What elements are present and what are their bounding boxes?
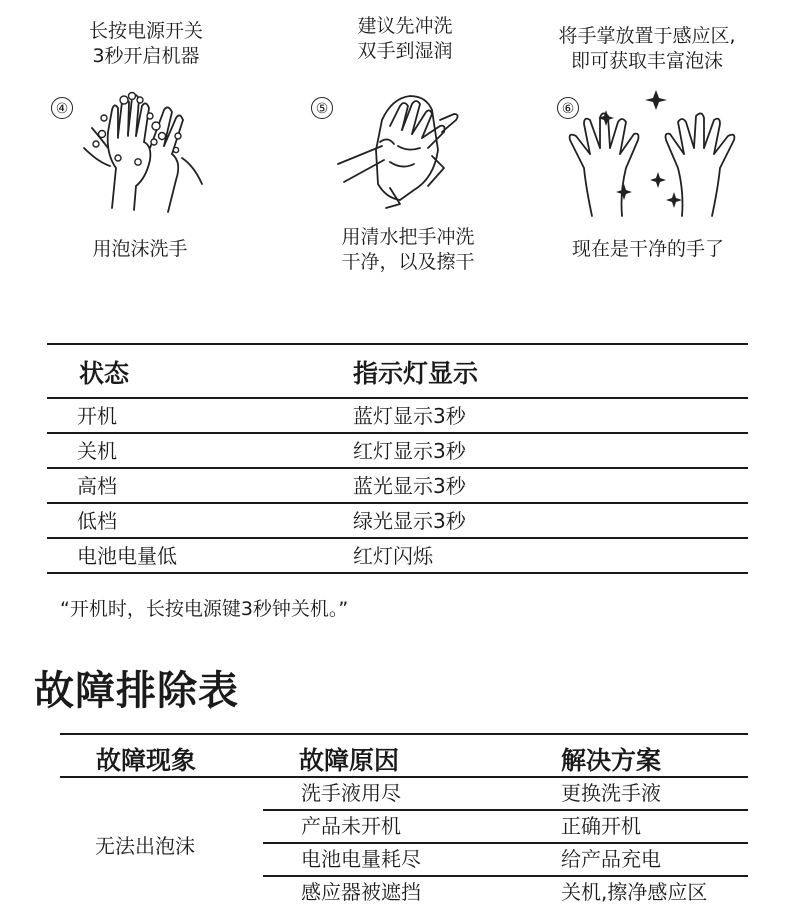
trouble-row3-cause: 电池电量耗尽: [301, 847, 421, 871]
trouble-row-divider: [263, 809, 748, 811]
step4-line1: 用泡沫洗手: [92, 238, 188, 260]
trouble-symptom: 无法出泡沫: [95, 834, 195, 858]
trouble-row1-solution: 更换洗手液: [561, 781, 661, 805]
trouble-row-divider: [263, 842, 748, 844]
step5-caption: [318, 225, 498, 275]
step4-caption: [70, 237, 210, 262]
status-row5-state: 电池电量低: [77, 544, 177, 568]
status-row-divider: [47, 467, 748, 469]
lather-hands-illustration: [72, 88, 212, 216]
trouble-table-header-rule: [60, 776, 748, 778]
trouble-header-symptom: 故障现象: [96, 746, 197, 775]
status-row2-indicator: 红灯显示3秒: [353, 439, 466, 463]
status-row-divider: [47, 502, 748, 504]
step1-line1: 长按电源开关: [88, 20, 203, 42]
trouble-table-top-rule: [60, 733, 748, 735]
status-row1-state: 开机: [77, 404, 117, 428]
step2-line2: 双手到湿润: [357, 40, 453, 62]
status-row3-indicator: 蓝光显示3秒: [353, 474, 466, 498]
status-row4-state: 低档: [77, 509, 117, 533]
status-row4-indicator: 绿光显示3秒: [353, 509, 466, 533]
troubleshoot-title: 故障排除表: [34, 668, 239, 714]
step3-caption: [537, 24, 757, 74]
step1-caption: [66, 19, 226, 69]
power-off-note: “开机时，长按电源键3秒钟关机。”: [60, 598, 349, 620]
trouble-row2-cause: 产品未开机: [301, 814, 401, 838]
step5-line1: 用清水把手冲洗: [341, 226, 475, 248]
clean-hands-illustration: [562, 88, 742, 220]
trouble-row4-cause: 感应器被遮挡: [301, 880, 421, 904]
step2-line1: 建议先冲洗: [357, 15, 453, 37]
trouble-row3-solution: 给产品充电: [561, 847, 661, 871]
step2-caption: [325, 14, 485, 64]
status-table-header-rule: [47, 397, 748, 399]
status-row3-state: 高档: [77, 474, 117, 498]
step6-line1: 现在是干净的手了: [571, 238, 724, 260]
trouble-header-cause: 故障原因: [299, 746, 400, 775]
step3-line2: 即可获取丰富泡沫: [570, 50, 723, 72]
step4-number: ④: [51, 97, 73, 119]
step6-number: ⑥: [557, 97, 579, 119]
step5-line2: 干净，以及擦干: [341, 251, 475, 273]
step1-line2: 3秒开启机器: [92, 45, 200, 67]
status-header-indicator: 指示灯显示: [353, 359, 479, 388]
status-header-state: 状态: [79, 359, 130, 388]
step5-number: ⑤: [311, 97, 333, 119]
status-row2-state: 关机: [77, 439, 117, 463]
status-row-divider: [47, 537, 748, 539]
towel-dry-illustration: [330, 90, 470, 215]
trouble-row4-solution: 关机,擦净感应区: [561, 880, 708, 904]
step6-caption: [548, 237, 748, 262]
step3-line1: 将手掌放置于感应区,: [558, 25, 736, 47]
status-table-bottom-rule: [47, 572, 748, 574]
status-table-top-rule: [47, 343, 748, 345]
status-row5-indicator: 红灯闪烁: [353, 544, 433, 568]
status-row-divider: [47, 432, 748, 434]
trouble-row-divider: [263, 875, 748, 877]
trouble-header-solution: 解决方案: [561, 746, 662, 775]
status-row1-indicator: 蓝灯显示3秒: [353, 404, 466, 428]
trouble-row2-solution: 正确开机: [561, 814, 641, 838]
trouble-row1-cause: 洗手液用尽: [301, 781, 401, 805]
